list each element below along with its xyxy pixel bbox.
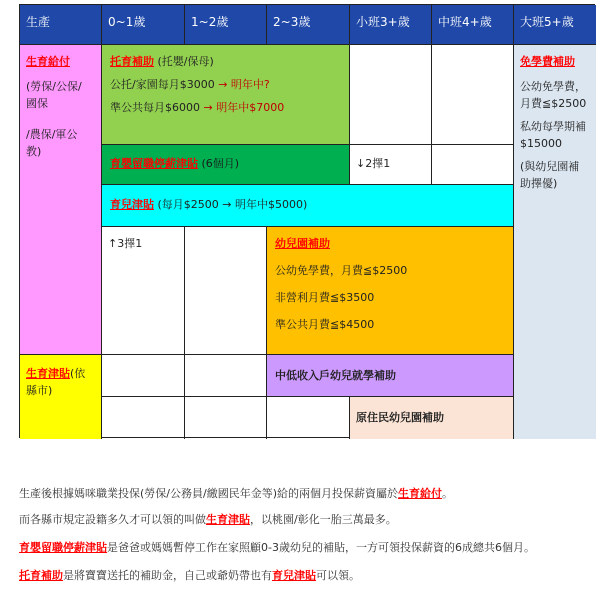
header-small-class: 小班3+歲	[350, 5, 432, 45]
empty-cell	[102, 355, 185, 397]
parental-leave-link: 育嬰留職停薪津貼	[19, 541, 107, 554]
arrow-down-icon: ↓2擇1	[356, 157, 391, 170]
arrow-up-icon: ↑3擇1	[108, 237, 143, 250]
header-middle-class: 中班4+歲	[432, 5, 514, 45]
header-big-class: 大班5+歲	[514, 5, 596, 45]
indigenous-cell: 原住民幼兒園補助	[350, 397, 514, 439]
empty-cell	[185, 355, 267, 397]
parental-leave-cell	[102, 145, 350, 185]
birth-allowance-note2: 縣市)	[26, 384, 53, 398]
header-age-0-1: 0~1歲	[102, 5, 185, 45]
header-birth: 生產	[20, 5, 102, 45]
preschool-subsidy-cell	[267, 227, 514, 355]
free-tuition-title: 免學費補助	[520, 55, 575, 68]
header-age-1-2: 1~2歲	[185, 5, 267, 45]
birth-benefit-title: 生育給付	[26, 55, 70, 68]
childcare-line2-prefix: 準公共每月$6000	[110, 101, 200, 115]
preschool-subsidy-title: 幼兒園補助	[275, 237, 330, 250]
childcare-subsidy-link: 托育補助	[19, 569, 63, 582]
choose-three-cell	[102, 227, 185, 355]
free-tuition-line: $15000	[520, 137, 562, 151]
preschool-subsidy-line: 準公共月費≦$4500	[275, 318, 375, 332]
paragraph-parental-leave	[19, 539, 535, 555]
paragraph-text: 生產後根據媽咪職業投保(勞保/公務員/繳國民年金等)給的兩個月投保薪資屬於	[19, 487, 398, 500]
free-tuition-line: 月費≦$2500	[520, 97, 587, 111]
parental-leave-note: (6個月)	[198, 157, 240, 170]
child-allowance-text: (每月$2500 → 明年中$5000)	[154, 198, 308, 211]
empty-cell	[185, 397, 267, 439]
birth-benefit-line: /農保/軍公	[26, 128, 78, 142]
birth-benefit-link: 生育給付	[398, 487, 442, 500]
paragraph-childcare	[19, 567, 360, 583]
birth-allowance-cell	[20, 355, 102, 439]
child-allowance-link: 育兒津貼	[272, 569, 316, 582]
benefits-table	[19, 4, 595, 438]
paragraph-text: 而各縣市規定設籍多久才可以領的叫做	[19, 513, 206, 526]
preschool-subsidy-line: 公幼免學費，月費≦$2500	[275, 264, 408, 278]
paragraph-birth-benefit	[19, 485, 453, 501]
paragraph-text: 是爸爸或媽媽暫停工作在家照顧0-3歲幼兒的補貼，一方可領投保薪資的6成總共6個月。	[107, 541, 535, 554]
birth-benefit-line: (勞保/公保/	[26, 80, 82, 94]
childcare-line2-suffix: 明年中$7000	[216, 101, 285, 115]
paragraph-text: 。	[442, 487, 453, 500]
free-tuition-cell	[514, 45, 596, 439]
free-tuition-line: (與幼兒園補	[520, 160, 580, 174]
birth-benefit-line: 教)	[26, 145, 42, 159]
birth-allowance-link: 生育津貼	[206, 513, 250, 526]
child-allowance-title: 育兒津貼	[110, 198, 154, 211]
birth-allowance-note: (依	[70, 367, 86, 380]
childcare-line1-suffix: 明年中?	[230, 78, 270, 92]
empty-cell	[350, 45, 432, 145]
empty-cell	[102, 397, 185, 439]
paragraph-birth-allowance	[19, 511, 397, 527]
childcare-subsidy-title: 托育補助	[110, 55, 154, 68]
birth-benefit-cell	[20, 45, 102, 355]
choose-two-cell	[350, 145, 432, 185]
parental-leave-title: 育嬰留職停薪津貼	[110, 157, 198, 170]
free-tuition-line: 公幼免學費，	[520, 80, 586, 94]
free-tuition-line: 私幼每學期補	[520, 120, 586, 134]
empty-cell	[432, 45, 514, 145]
childcare-subsidy-subtitle: (托嬰/保母)	[154, 55, 214, 68]
empty-cell	[185, 227, 267, 355]
birth-benefit-line: 國保	[26, 97, 48, 111]
birth-allowance-title: 生育津貼	[26, 367, 70, 380]
free-tuition-line: 助擇優)	[520, 177, 558, 191]
preschool-subsidy-line: 非營利月費≦$3500	[275, 291, 375, 305]
child-allowance-cell	[102, 185, 514, 227]
paragraph-text: ，以桃園/彰化一胎三萬最多。	[250, 513, 397, 526]
low-income-cell: 中低收入戶幼兒就學補助	[267, 355, 514, 397]
arrow-icon: →	[214, 78, 231, 92]
paragraph-text: 是將寶寶送托的補助金，自己或爺奶帶也有	[63, 569, 272, 582]
empty-cell	[432, 145, 514, 185]
header-age-2-3: 2~3歲	[267, 5, 350, 45]
childcare-line1-prefix: 公托/家園每月$3000	[110, 78, 215, 92]
paragraph-text: 可以領。	[316, 569, 360, 582]
empty-cell	[267, 397, 350, 439]
arrow-icon: →	[200, 101, 217, 115]
childcare-subsidy-cell	[102, 45, 350, 145]
